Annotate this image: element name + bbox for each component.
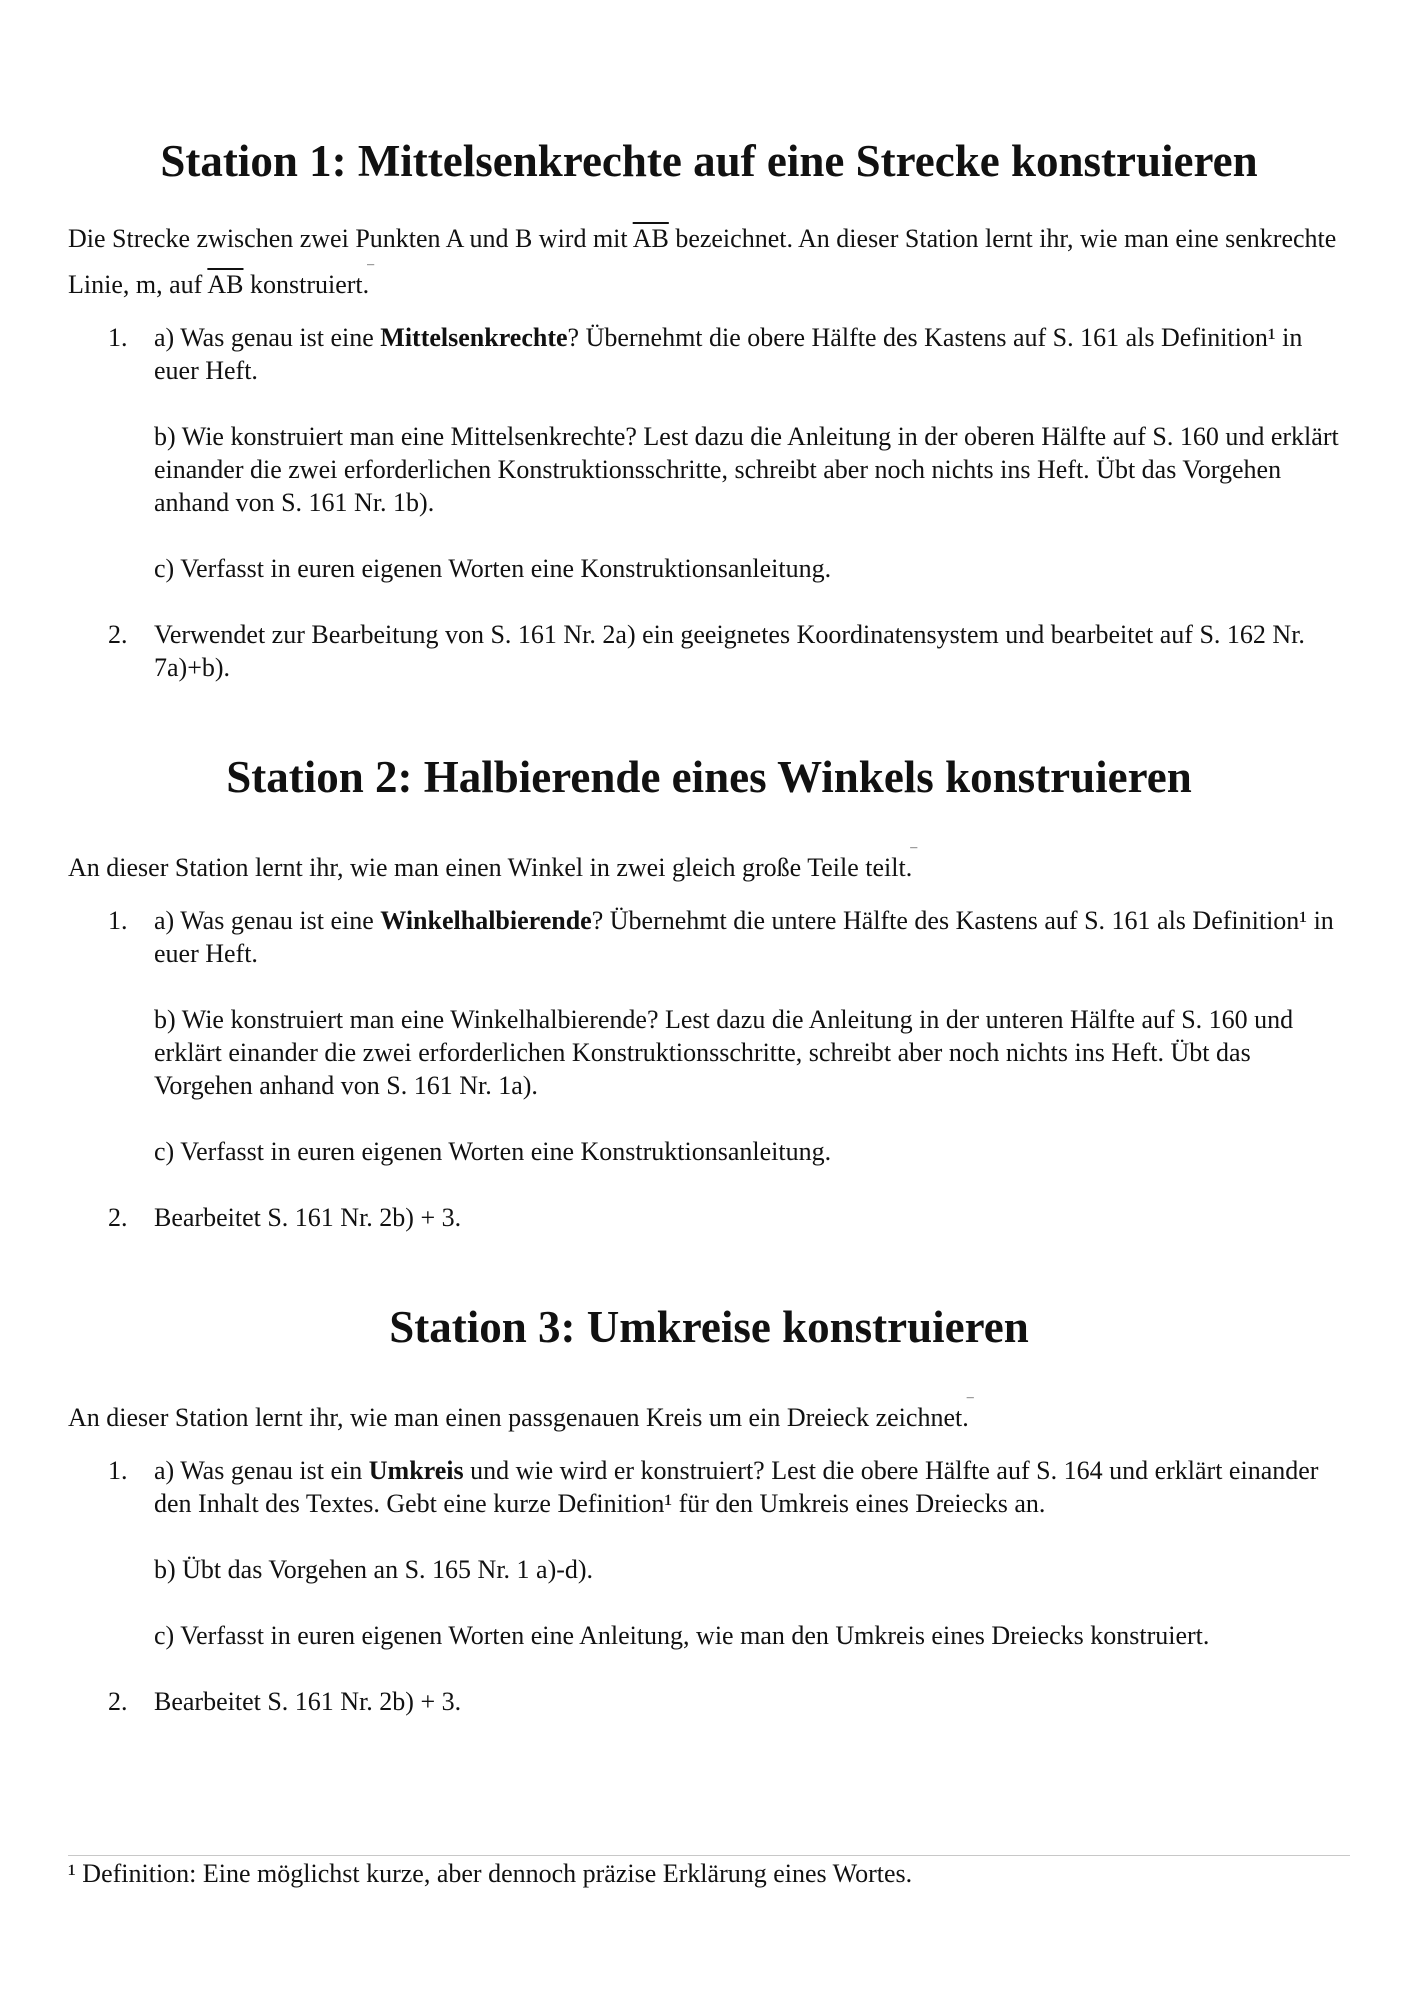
- task-item: 2. Verwendet zur Bearbeitung von S. 161 Nr. 2a) ein geeignetes Koordinatensystem und bearbeitet auf S. 162 Nr. 7a)+b).: [68, 618, 1350, 684]
- station-2-intro: An dieser Station lernt ihr, wie man einen Winkel in zwei gleich große Teile teilt.¯: [68, 847, 918, 882]
- task-part-b: b) Übt das Vorgehen an S. 165 Nr. 1 a)-d).: [154, 1555, 594, 1584]
- station-2-tasks: [68, 904, 1350, 1267]
- task-part-c: c) Verfasst in euren eigenen Worten eine Anleitung, wie man den Umkreis eines Dreiecks konstruiert.: [154, 1621, 1210, 1650]
- footnote: ¹ Definition: Eine möglichst kurze, aber dennoch präzise Erklärung eines Wortes.: [68, 1859, 913, 1888]
- station-3-tasks: [68, 1454, 1350, 1751]
- task-part-b: b) Wie konstruiert man eine Mittelsenkrechte? Lest dazu die Anleitung in der oberen Hälfte auf S. 160 und erklärt einander die zwei erforderlichen Konstruktionsschritte, schreibt aber noch nichts ins Heft. Übt das Vorgehen anhand von S. 161 Nr. 1b).: [154, 422, 1339, 517]
- task-item: 1. a) Was genau ist eine Mittelsenkrechte? Übernehmt die obere Hälfte des Kastens auf S. 161 als Definition¹ in euer Heft. b) Wie konstruiert man eine Mittelsenkrechte? Lest dazu die Anleitung in der oberen Hälfte auf S. 160 und erklärt einander die zwei erforderlichen Konstruktionsschritte, schreibt aber noch nichts ins Heft. Übt das Vorgehen anhand von S. 161 Nr. 1b). c) Verfasst in euren eigenen Worten eine Konstruktionsanleitung.: [68, 321, 1350, 585]
- task-part-b: b) Wie konstruiert man eine Winkelhalbierende? Lest dazu die Anleitung in der unteren Hälfte auf S. 160 und erklärt einander die zwei erforderlichen Konstruktionsschritte, schreibt aber noch nichts ins Heft. Übt das Vorgehen anhand von S. 161 Nr. 1a).: [154, 1005, 1294, 1100]
- station-3-title: Station 3: Umkreise konstruieren: [389, 1302, 1029, 1352]
- task-text: Verwendet zur Bearbeitung von S. 161 Nr. 2a) ein geeignetes Koordinatensystem und bearbeitet auf S. 162 Nr. 7a)+b).: [154, 620, 1305, 682]
- task-item: 1. a) Was genau ist ein Umkreis und wie wird er konstruiert? Lest die obere Hälfte auf S. 164 und erklärt einander den Inhalt des Textes. Gebt eine kurze Definition¹ für den Umkreis eines Dreiecks an. b) Übt das Vorgehen an S. 165 Nr. 1 a)-d). c) Verfasst in euren eigenen Worten eine Anleitung, wie man den Umkreis eines Dreiecks konstruiert.: [68, 1454, 1350, 1652]
- task-item: 2. Bearbeitet S. 161 Nr. 2b) + 3.: [68, 1201, 1350, 1234]
- task-part-a: a) Was genau ist eine Winkelhalbierende? Übernehmt die untere Hälfte des Kastens auf S. 161 als Definition¹ in euer Heft.: [154, 906, 1334, 968]
- station-3-intro: An dieser Station lernt ihr, wie man einen passgenauen Kreis um ein Dreieck zeichnet.¯: [68, 1397, 974, 1432]
- task-part-a: a) Was genau ist ein Umkreis und wie wird er konstruiert? Lest die obere Hälfte auf S. 164 und erklärt einander den Inhalt des Textes. Gebt eine kurze Definition¹ für den Umkreis eines Dreiecks an.: [154, 1456, 1319, 1518]
- footnote-separator: [68, 1855, 1350, 1856]
- task-text: Bearbeitet S. 161 Nr. 2b) + 3.: [154, 1687, 462, 1716]
- station-2-title: Station 2: Halbierende eines Winkels konstruieren: [226, 752, 1192, 802]
- task-text: Bearbeitet S. 161 Nr. 2b) + 3.: [154, 1203, 462, 1232]
- task-item: 1. a) Was genau ist eine Winkelhalbierende? Übernehmt die untere Hälfte des Kastens auf S. 161 als Definition¹ in euer Heft. b) Wie konstruiert man eine Winkelhalbierende? Lest dazu die Anleitung in der unteren Hälfte auf S. 160 und erklärt einander die zwei erforderlichen Konstruktionsschritte, schreibt aber noch nichts ins Heft. Übt das Vorgehen anhand von S. 161 Nr. 1a). c) Verfasst in euren eigenen Worten eine Konstruktionsanleitung.: [68, 904, 1350, 1168]
- task-part-c: c) Verfasst in euren eigenen Worten eine Konstruktionsanleitung.: [154, 1137, 832, 1166]
- station-1-intro: Die Strecke zwischen zwei Punkten A und B wird mit $\overline{AB}$ bezeichnet. An dieser Station lernt ihr, wie man eine senkrechte Linie, m, auf $\overline{AB}$ konstruiert.¯: [68, 224, 1337, 299]
- task-item: 2. Bearbeitet S. 161 Nr. 2b) + 3.: [68, 1685, 1350, 1718]
- task-part-c: c) Verfasst in euren eigenen Worten eine Konstruktionsanleitung.: [154, 554, 832, 583]
- task-part-a: a) Was genau ist eine Mittelsenkrechte? Übernehmt die obere Hälfte des Kastens auf S. 161 als Definition¹ in euer Heft.: [154, 323, 1303, 385]
- segment-ab: $\overline{AB}$: [207, 270, 244, 299]
- station-1-tasks: [68, 321, 1350, 717]
- segment-ab: $\overline{AB}$: [632, 224, 669, 253]
- station-1-title: Station 1: Mittelsenkrechte auf eine Strecke konstruieren: [160, 136, 1258, 186]
